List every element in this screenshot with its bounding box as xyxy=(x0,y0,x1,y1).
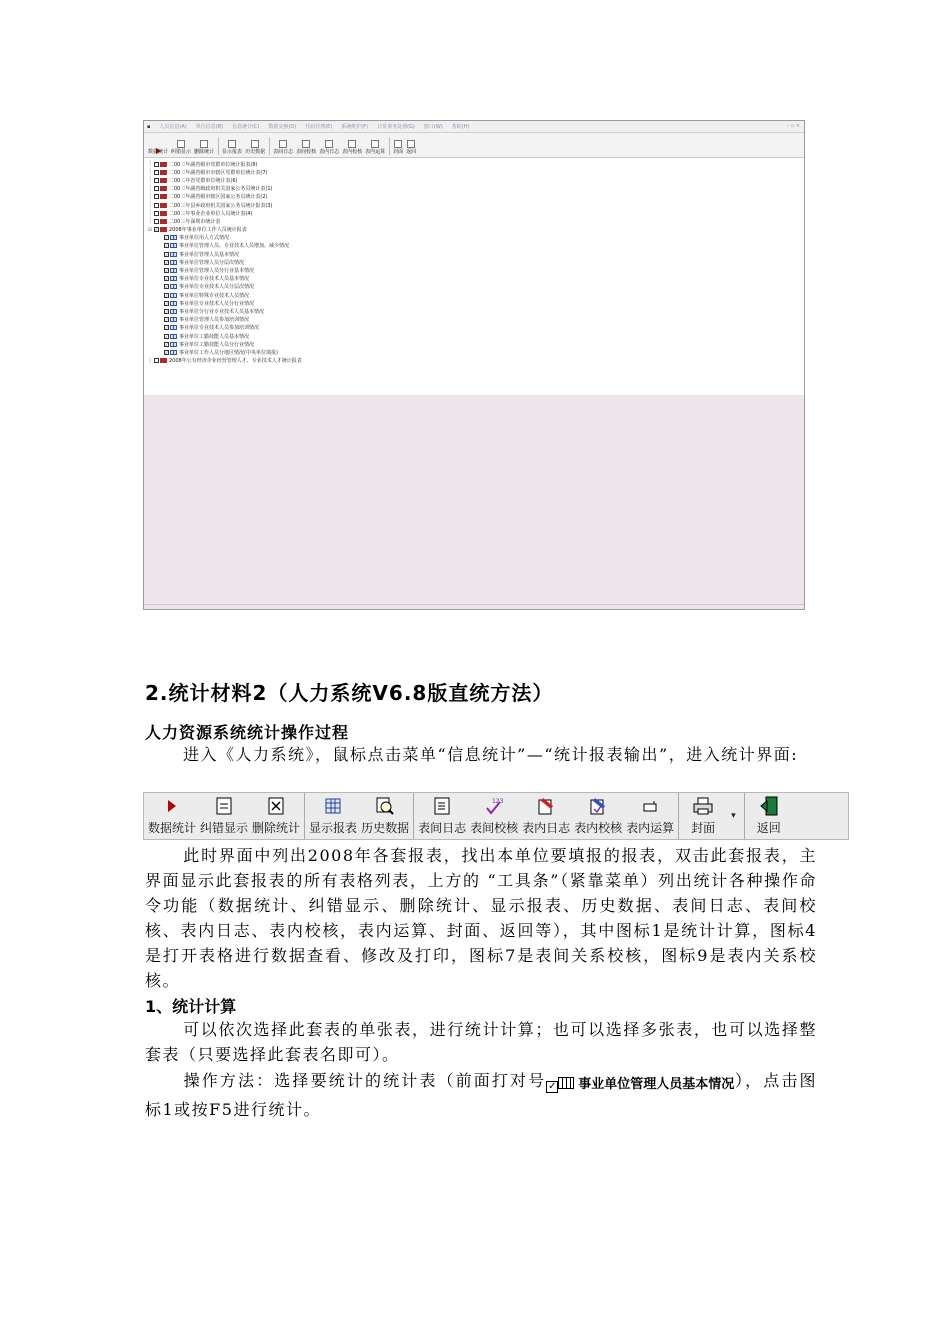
toolbar-group-5 xyxy=(745,793,793,839)
toolbar-glyph-icon xyxy=(228,140,236,148)
inter-table-check-button[interactable]: 123 表间校核 xyxy=(470,798,519,835)
paragraph-operation-text-2: ），点击图标1或按F5进行统计。 xyxy=(145,1071,817,1119)
tree-item-label: 二00三年省党群单位统计表(6) xyxy=(169,177,238,184)
table-icon xyxy=(170,235,177,240)
report-set-icon xyxy=(160,227,167,232)
checkbox-checked-icon[interactable]: ✓ xyxy=(165,349,169,355)
stats-toolbar xyxy=(143,792,849,840)
checkbox-checked-icon[interactable]: ✓ xyxy=(165,333,169,339)
tree-line-icon[interactable]: ┆ xyxy=(148,193,152,200)
tree-line-icon[interactable]: ┆ xyxy=(148,202,152,209)
screenshot-menu-item[interactable]: 信息统计(C) xyxy=(232,124,260,130)
return-button[interactable]: 返回 xyxy=(747,793,791,839)
check-doc-icon xyxy=(587,796,609,816)
check-123-icon xyxy=(483,796,505,816)
paragraph-select xyxy=(145,1017,817,1067)
toolbar-separator xyxy=(389,137,390,155)
tree-item[interactable] xyxy=(144,176,804,184)
screenshot-toolbar-button[interactable]: 数据统计 xyxy=(148,140,168,157)
screenshot-empty-pane xyxy=(144,395,804,609)
tree-item-label: 二00三年副省级市党群单位统计报表(8) xyxy=(169,161,258,168)
app-icon: ▪ xyxy=(147,123,151,130)
cover-dropdown-icon[interactable]: ▾ xyxy=(731,811,736,821)
svg-text:123: 123 xyxy=(492,798,504,805)
tree-item[interactable] xyxy=(144,324,804,332)
screenshot-toolbar-button[interactable]: 表内运算 xyxy=(365,140,385,157)
screenshot-toolbar-button[interactable]: 表内校核 xyxy=(342,140,362,157)
show-report-button[interactable]: 显示报表 xyxy=(307,793,359,839)
tree-item[interactable] xyxy=(144,357,804,365)
screenshot-toolbar-button[interactable]: 显示报表 xyxy=(222,140,242,157)
report-set-icon xyxy=(160,170,167,175)
tree-line-icon[interactable]: ┆ xyxy=(148,177,152,184)
checkbox-checked-icon[interactable]: ✓ xyxy=(165,308,169,314)
report-set-icon xyxy=(160,211,167,216)
tree-item[interactable] xyxy=(144,316,804,324)
screenshot-toolbar-button[interactable]: 纠错显示 xyxy=(171,140,191,157)
tree-item-label: 二00三年副省级政府机关国家公务员统计表(1) xyxy=(169,186,273,193)
tree-item-label: 事业单位管理人员基本情况 xyxy=(179,251,240,258)
play-icon xyxy=(161,796,183,816)
report-set-icon xyxy=(160,219,167,224)
in-table-log-button[interactable]: 表内日志 xyxy=(520,793,572,839)
tree-item[interactable] xyxy=(144,299,804,307)
table-icon xyxy=(170,260,177,265)
tree-item[interactable] xyxy=(144,242,804,250)
paragraph-select-text: 可以依次选择此套表的单张表，进行统计计算；也可以选择多张表，也可以选择整套表（只要选择此套表名即可）。 xyxy=(145,1020,817,1064)
screenshot-toolbar-button[interactable]: 返回 xyxy=(406,140,416,157)
screenshot-menu-item[interactable]: 单位信息(B) xyxy=(195,124,224,130)
tree-item-label: 事业单位特殊专业技术人员情况 xyxy=(179,292,250,299)
tree-item-label: 二00三年副省级市辖区国家公务员统计表(2) xyxy=(169,194,268,201)
table-icon xyxy=(170,317,177,322)
checkbox-icon[interactable] xyxy=(154,358,159,363)
tree-item[interactable] xyxy=(144,307,804,315)
history-data-button[interactable]: 历史数据 xyxy=(359,793,411,839)
checkbox-checked-icon[interactable]: ✓ xyxy=(165,317,169,323)
checkbox-icon[interactable] xyxy=(154,211,159,216)
checkbox-checked-icon[interactable]: ✓ xyxy=(165,300,169,306)
toolbar-glyph-icon xyxy=(251,140,259,148)
toolbar-glyph-icon xyxy=(279,140,287,148)
toolbar-glyph-icon xyxy=(154,140,162,148)
tree-item[interactable] xyxy=(144,332,804,340)
screenshot-menu-item[interactable]: 数据交换(D) xyxy=(268,124,297,130)
exit-door-icon xyxy=(758,796,780,816)
list-icon xyxy=(213,796,235,816)
toolbar-group-2 xyxy=(305,793,414,839)
toolbar-group-1 xyxy=(144,793,305,839)
paragraph-intro-text: 进入《人力系统》，鼠标点击菜单“信息统计”—“统计报表输出”，进入统计界面: xyxy=(183,745,799,764)
inter-table-log-button[interactable]: 表间日志 xyxy=(416,793,468,839)
tree-item[interactable] xyxy=(144,234,804,242)
log-doc-icon xyxy=(431,796,453,816)
delete-doc-icon xyxy=(265,796,287,816)
screenshot-menu-item[interactable]: 人员信息(A) xyxy=(159,124,187,130)
screenshot-toolbar-button[interactable]: 封面 xyxy=(393,140,403,157)
error-display-button[interactable]: 纠错显示 xyxy=(198,793,250,839)
checkbox-checked-icon[interactable]: ✓ xyxy=(165,235,169,241)
paragraph-description xyxy=(145,843,817,993)
screenshot-toolbar-button[interactable]: 表间日志 xyxy=(273,140,293,157)
checkbox-checked-icon[interactable]: ✓ xyxy=(165,284,169,290)
table-icon xyxy=(170,342,177,347)
toolbar-glyph-icon xyxy=(394,140,402,148)
screenshot-toolbar-button[interactable]: 表间校核 xyxy=(296,140,316,157)
tree-item[interactable] xyxy=(144,291,804,299)
report-tree xyxy=(144,158,804,397)
tree-item[interactable] xyxy=(144,275,804,283)
toolbar-glyph-icon xyxy=(407,140,415,148)
tree-line-icon[interactable]: ┆ xyxy=(148,185,152,192)
checkbox-icon[interactable] xyxy=(154,194,159,199)
tree-item[interactable] xyxy=(144,185,804,193)
tree-item-label: 事业单位工作人员分地区情况(中央单位填报) xyxy=(179,349,278,356)
table-icon xyxy=(170,334,177,339)
tree-item[interactable] xyxy=(144,226,804,234)
screenshot-menu-item[interactable]: 代码管理(E) xyxy=(305,124,333,130)
checkbox-checked-icon: ✓ xyxy=(548,1081,557,1092)
tree-item-label: 事业单位管理人员参加培训情况 xyxy=(179,317,250,324)
collapse-icon[interactable]: ⊟ xyxy=(147,226,153,233)
tree-item-label: 事业单位工勤技能人员分行业情况 xyxy=(179,341,255,348)
tree-item[interactable] xyxy=(144,160,804,168)
tree-line-icon[interactable]: ┆ xyxy=(148,218,152,225)
toolbar-glyph-icon xyxy=(177,140,185,148)
pencil-doc-icon xyxy=(535,796,557,816)
tree-item[interactable] xyxy=(144,168,804,176)
tree-item-label: 事业单位管理人员分行业基本情况 xyxy=(179,268,255,275)
screenshot-menu-item[interactable]: 日常事务处理(G) xyxy=(377,124,415,130)
tree-item-label: 事业单位工勤技能人员基本情况 xyxy=(179,333,250,340)
printer-icon xyxy=(692,796,714,816)
tree-item-label: 二00三年县乡政府机关国家公务员统计报表(3) xyxy=(169,202,273,209)
tree-item-label: 二00三年副省级市市辖区党群单位统计表(7) xyxy=(169,169,268,176)
in-table-calc-button[interactable]: 表内运算 xyxy=(624,793,676,839)
tree-line-icon[interactable]: ┆ xyxy=(148,357,152,364)
screenshot-toolbar xyxy=(144,133,804,158)
screenshot-toolbar-button[interactable]: 历史数据 xyxy=(245,140,265,157)
toolbar-separator xyxy=(218,137,219,155)
tree-item[interactable] xyxy=(144,193,804,201)
tree-item-label: 二00三年事业企业单位人员统计表(4) xyxy=(169,210,253,217)
tree-line-icon[interactable]: ┆ xyxy=(148,161,152,168)
toolbar-glyph-icon xyxy=(302,140,310,148)
tree-item[interactable] xyxy=(144,283,804,291)
checkbox-checked-icon[interactable]: ✓ xyxy=(165,259,169,265)
section-1-title: 1、统计计算 xyxy=(145,997,237,1016)
tree-line-icon[interactable]: ┆ xyxy=(148,169,152,176)
tree-item-label: 事业单位分行业专业技术人员基本情况 xyxy=(179,308,265,315)
checkbox-checked-icon[interactable]: ✓ xyxy=(165,243,169,249)
tree-item[interactable] xyxy=(144,340,804,348)
screenshot-toolbar-button[interactable]: 删除统计 xyxy=(194,140,214,157)
inline-table-item xyxy=(546,1072,734,1097)
checkbox-checked-icon[interactable]: ✓ xyxy=(165,325,169,331)
toolbar-glyph-icon xyxy=(348,140,356,148)
screenshot-menu-item[interactable]: 窗口(W) xyxy=(423,124,443,130)
checkbox-icon[interactable] xyxy=(154,186,159,191)
tree-item-label: 二00三年深圳市统计表 xyxy=(169,218,221,225)
table-icon xyxy=(170,252,177,257)
table-icon xyxy=(170,268,177,273)
tree-item[interactable] xyxy=(144,258,804,266)
screenshot-menu-item[interactable]: 帮助(H) xyxy=(451,124,470,130)
in-table-check-button[interactable]: 表内校核 xyxy=(572,793,624,839)
delete-stats-button[interactable]: 删除统计 xyxy=(250,793,302,839)
tree-item[interactable] xyxy=(144,217,804,225)
checkbox-checked-icon[interactable]: ✓ xyxy=(155,227,159,233)
checkbox-checked-icon[interactable]: ✓ xyxy=(165,268,169,274)
tree-line-icon[interactable]: ┆ xyxy=(148,210,152,217)
toolbar-group-4 xyxy=(679,793,745,839)
checkbox-checked-icon[interactable]: ✓ xyxy=(165,292,169,298)
table-icon xyxy=(170,293,177,298)
embedded-screenshot xyxy=(143,120,805,610)
tree-item-label: 事业单位专业技术人员分行业情况 xyxy=(179,300,255,307)
tree-item-label: 事业单位管理人员分层次情况 xyxy=(179,259,245,266)
table-grid-icon xyxy=(558,1077,574,1089)
checkbox-checked-icon[interactable]: ✓ xyxy=(165,251,169,257)
calc-icon xyxy=(639,796,661,816)
cover-button[interactable]: 封面 xyxy=(681,793,725,839)
tree-item-label: 事业单位用人方式情况 xyxy=(179,235,230,242)
checkbox-icon[interactable] xyxy=(154,162,159,167)
tree-item[interactable] xyxy=(144,201,804,209)
window-controls-icon: – ▫ × xyxy=(786,123,800,129)
report-set-icon xyxy=(160,162,167,167)
checkbox-checked-icon[interactable]: ✓ xyxy=(165,341,169,347)
toolbar-glyph-icon xyxy=(325,140,333,148)
toolbar-group-3 xyxy=(414,793,679,839)
checkbox-checked-icon[interactable]: ✓ xyxy=(165,276,169,282)
checkbox-icon[interactable] xyxy=(154,170,159,175)
table-icon xyxy=(170,284,177,289)
screenshot-toolbar-button[interactable]: 表内日志 xyxy=(319,140,339,157)
toolbar-separator xyxy=(269,137,270,155)
table-icon xyxy=(170,301,177,306)
table-icon xyxy=(170,243,177,248)
table-icon xyxy=(170,309,177,314)
toolbar-glyph-icon xyxy=(200,140,208,148)
tree-item[interactable] xyxy=(144,209,804,217)
checkbox-icon[interactable] xyxy=(154,178,159,183)
report-set-icon xyxy=(160,186,167,191)
tree-item-label: 事业单位专业技术人员参加培训情况 xyxy=(179,325,260,332)
tree-item-label: 2008年事业单位工作人员统计报表 xyxy=(169,227,247,234)
report-set-icon xyxy=(160,178,167,183)
paragraph-description-text: 此时界面中列出2008年各套报表，找出本单位要填报的报表，双击此套报表，主界面显示此套报表的所有表格列表，上方的 “工具条”（紧靠菜单）列出统计各种操作命令功能（数据统计、纠错显示、删除统计、显示报表、历史数据、表间日志、表间校核、表内日志、表内校核，表内运算、封面、返回等），其中图标1是统计计算，图标4是打开表格进行数据查看、修改及打印，图标7是表间关系校核，图标9是表内关系校核。 xyxy=(145,846,817,990)
paragraph-operation-text-1: 操作方法：选择要统计的统计表（前面打对号 xyxy=(183,1071,547,1090)
table-icon xyxy=(170,276,177,281)
table-icon xyxy=(322,796,344,816)
checkbox-icon[interactable] xyxy=(154,219,159,224)
report-set-icon xyxy=(160,358,167,363)
paragraph-operation xyxy=(145,1068,817,1122)
sub-heading: 人力资源系统统计操作过程 xyxy=(145,723,350,742)
data-stats-button[interactable]: 数据统计 xyxy=(146,793,198,839)
tree-item-label: 事业单位管理人员、专业技术人员增加、减少情况 xyxy=(179,243,290,250)
section-heading: 2.统计材料2（人力系统V6.8版直统方法） xyxy=(145,681,554,705)
tree-item-label: 事业单位专业技术人员基本情况 xyxy=(179,276,250,283)
report-set-icon xyxy=(160,203,167,208)
report-set-icon xyxy=(160,194,167,199)
paragraph-intro xyxy=(145,742,817,767)
table-icon xyxy=(170,325,177,330)
tree-item-label: 事业单位专业技术人员分层次情况 xyxy=(179,284,255,291)
toolbar-glyph-icon xyxy=(371,140,379,148)
magnifier-icon xyxy=(374,796,396,816)
inline-table-label: 事业单位管理人员基本情况 xyxy=(578,1077,735,1092)
tree-item[interactable] xyxy=(144,250,804,258)
tree-item-label: 2008年公有经济企业经营管理人才、专业技术人才统计报表 xyxy=(169,358,302,365)
tree-item[interactable] xyxy=(144,348,804,356)
screenshot-menubar xyxy=(144,121,804,133)
screenshot-menu-item[interactable]: 系统维护(F) xyxy=(341,124,369,130)
table-icon xyxy=(170,350,177,355)
checkbox-icon[interactable] xyxy=(154,203,159,208)
tree-item[interactable] xyxy=(144,266,804,274)
